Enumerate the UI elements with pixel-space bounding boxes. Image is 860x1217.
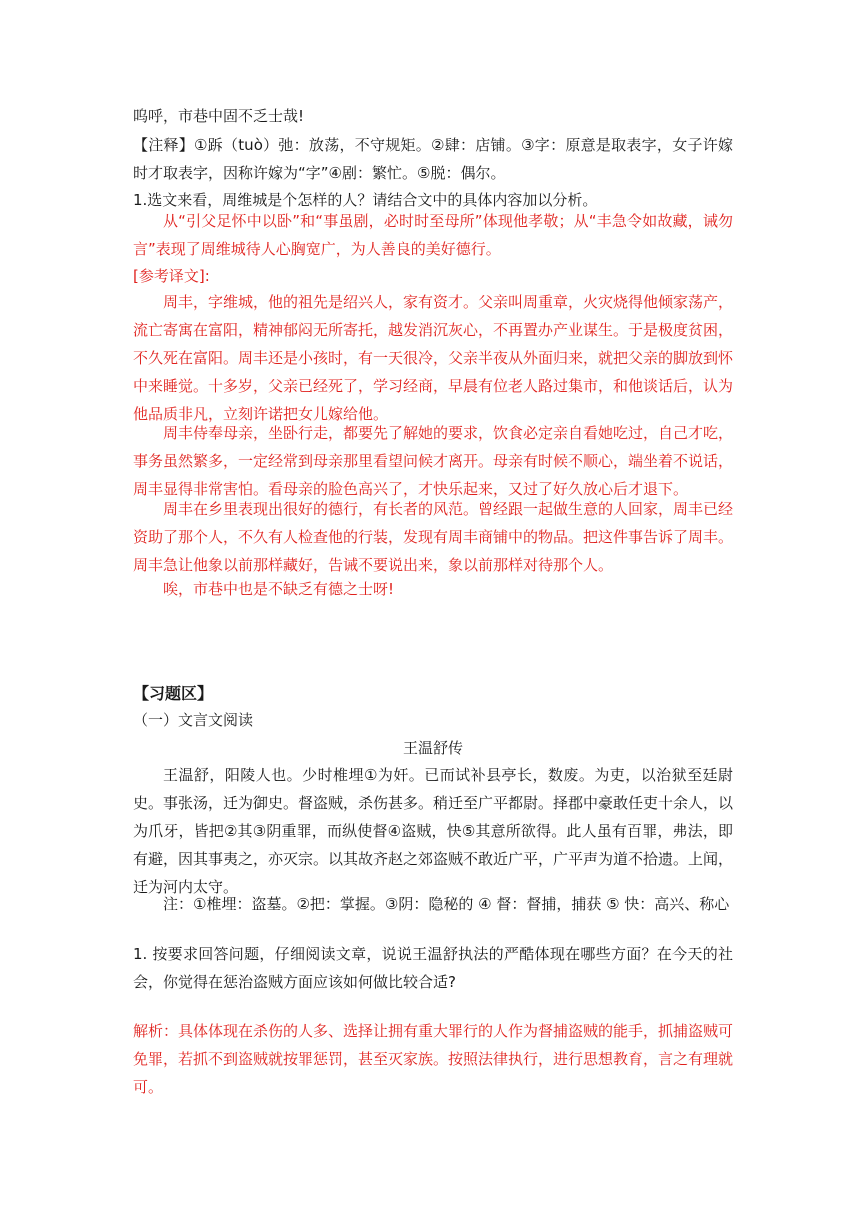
answer-2: 解析：具体体现在杀伤的人多、选择让拥有重大罪行的人作为督捕盗贼的能手，抓捕盗贼可免罪，若抓不到盗贼就按罪惩罚，甚至灭家族。按照法律执行，进行思想教育，言之有理就可。	[133, 1022, 734, 1096]
translation-paragraph: 唉，市巷中也是不缺乏有德之士呀!	[163, 580, 395, 598]
closing-line: 呜呼，市巷中固不乏士哉!	[133, 107, 305, 125]
passage-notes: 注：①椎埋：盗墓。②把：掌握。③阴：隐秘的 ④ 督：督捕，捕获 ⑤ 快：高兴、称心	[163, 895, 730, 913]
translation-paragraph: 周丰，字维城，他的祖先是绍兴人，家有资才。父亲叫周重章，火灾烧得他倾家荡产，流亡寄寓在富阳，精神郁闷无所寄托，越发消沉灰心，不再置办产业谋生。于是极度贫困，不久死在富阳。周丰还是小孩时，有一天很冷，父亲半夜从外面归来，就把父亲的脚放到怀中来睡觉。十多岁，父亲已经死了，学习经商，早晨有位老人路过集市，和他谈话后，认为他品质非凡，立刻许诺把女儿嫁给他。	[133, 293, 734, 423]
answer-1: 从“引父足怀中以卧”和“事虽剧，必时时至母所”体现他孝敬；从“丰急令如故藏，诫勿言”表现了周维城待人心胸宽广，为人善良的美好德行。	[133, 212, 733, 258]
question-2: 1. 按要求回答问题，仔细阅读文章，说说王温舒执法的严酷体现在哪些方面？在今天的社会，你觉得在惩治盗贼方面应该如何做比较合适?	[133, 945, 733, 991]
exercise-heading: 【习题区】	[133, 684, 214, 703]
translation-paragraph: 周丰在乡里表现出很好的德行，有长者的风范。曾经跟一起做生意的人回家，周丰已经资助了那个人，不久有人检查他的行装，发现有周丰商铺中的物品。把这件事告诉了周丰。周丰急让他象以前那样藏好，告诫不要说出来，象以前那样对待那个人。	[133, 500, 734, 574]
translation-paragraph: 周丰侍奉母亲，坐卧行走，都要先了解她的要求，饮食必定亲自看她吃过，自己才吃，事务虽然繁多，一定经常到母亲那里看望问候才离开。母亲有时候不顺心，端坐着不说话，周丰显得非常害怕。看母亲的脸色高兴了，才快乐起来，又过了好久放心后才退下。	[133, 424, 734, 498]
exercise-subheading: （一）文言文阅读	[133, 711, 254, 729]
passage-title: 王温舒传	[402, 739, 463, 757]
translation-label: [参考译文]:	[133, 267, 210, 285]
question-1: 1.选文来看，周维城是个怎样的人？请结合文中的具体内容加以分析。	[133, 191, 598, 209]
passage-text: 王温舒，阳陵人也。少时椎埋①为奸。已而试补县亭长，数废。为吏，以治狱至廷尉史。事张汤，迁为御史。督盗贼，杀伤甚多。稍迁至广平都尉。择郡中豪敢任吏十余人，以为爪牙，皆把②其③阴重罪，而纵使督④盗贼，快⑤其意所欲得。此人虽有百罪，弗法，即有避，因其事夷之，亦灭宗。以其故齐赵之郊盗贼不敢近广平，广平声为道不拾遗。上闻，迁为河内太守。	[133, 766, 734, 896]
annotation-notes: 【注释】①跅（tuò）弛：放荡，不守规矩。②肆：店铺。③字：原意是取表字，女子许嫁时才取表字，因称许嫁为“字”④剧：繁忙。⑤脱：偶尔。	[133, 136, 733, 182]
